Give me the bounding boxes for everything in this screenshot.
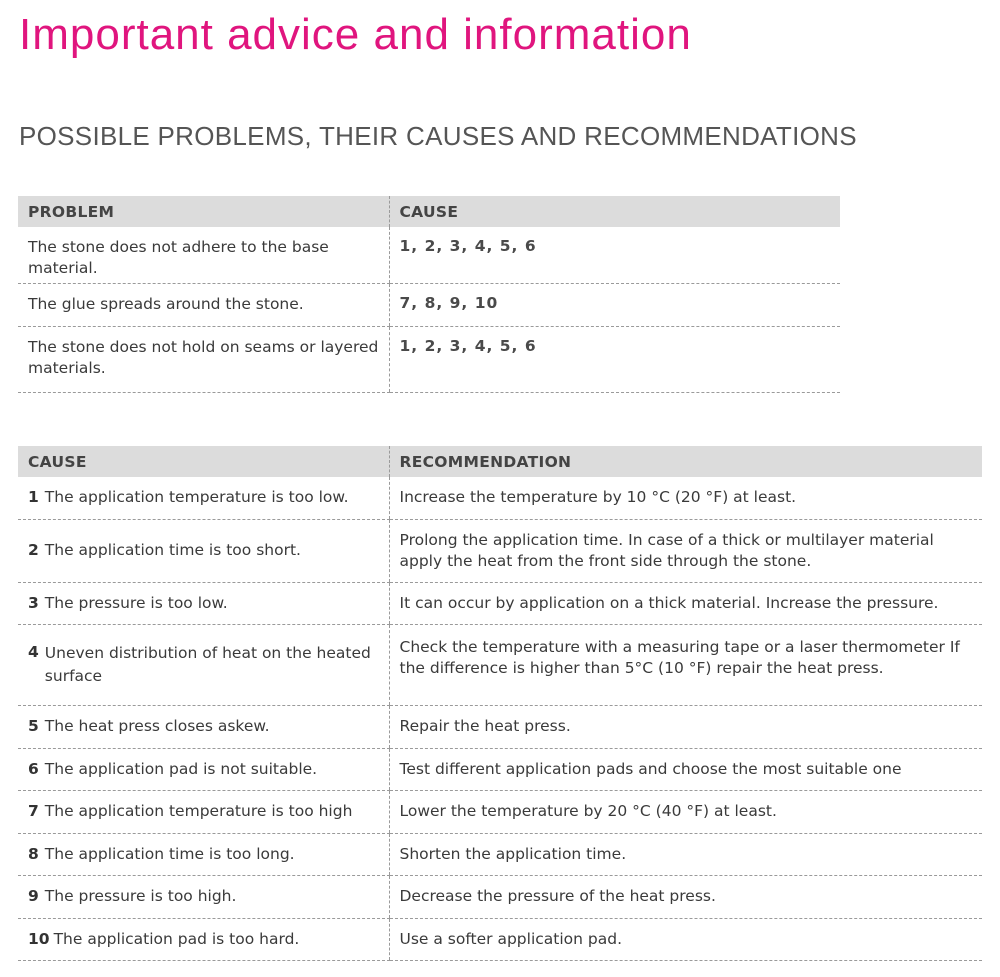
cause-cell <box>18 624 389 705</box>
header-cause: CAUSE <box>18 446 389 477</box>
cause-cell <box>18 477 389 519</box>
table-row <box>18 227 840 283</box>
causes-table-header <box>18 446 982 477</box>
recommendation-cell: Use a softer application pad. <box>389 918 982 960</box>
cause-number: 7 <box>28 802 39 820</box>
cause-number: 5 <box>28 717 39 735</box>
recommendation-cell <box>389 624 982 705</box>
recommendation-text: Check the temperature with a measuring tape or a laser thermometer If the difference is higher than 5°C (10 °F) repair the heat press. <box>399 637 960 677</box>
cause-cell <box>18 833 389 875</box>
cause-cell <box>18 748 389 790</box>
cause-text: The application temperature is too low. <box>44 488 349 507</box>
cause-number: 4 <box>28 642 39 661</box>
cause-text: The pressure is too high. <box>44 887 237 905</box>
cause-cell <box>18 875 389 918</box>
table-row <box>18 875 982 918</box>
page-title: Important advice and information <box>19 10 692 59</box>
header-cause: CAUSE <box>389 196 840 227</box>
cause-number: 10 <box>28 929 50 948</box>
header-recommendation: RECOMMENDATION <box>389 446 982 477</box>
header-problem: PROBLEM <box>18 196 389 227</box>
table-row <box>18 624 982 705</box>
recommendation-cell: Prolong the application time. In case of a thick or multilayer material apply the heat from the front side through the stone. <box>389 519 982 582</box>
cause-text: The application pad is too hard. <box>53 929 300 948</box>
problem-cell: The stone does not hold on seams or layered materials. <box>18 326 389 392</box>
table-row <box>18 918 982 960</box>
recommendation-cell: It can occur by application on a thick material. Increase the pressure. <box>389 582 982 624</box>
cause-text: The heat press closes askew. <box>44 717 270 735</box>
causes-table <box>18 446 982 961</box>
table-row <box>18 477 982 519</box>
recommendation-cell: Lower the temperature by 20 °C (40 °F) at least. <box>389 790 982 833</box>
table-row <box>18 519 982 582</box>
table-row <box>18 283 840 326</box>
table-row <box>18 833 982 875</box>
table-row <box>18 326 840 392</box>
cause-cell <box>18 582 389 624</box>
cause-number: 9 <box>28 887 39 905</box>
recommendation-cell: Test different application pads and choose the most suitable one <box>389 748 982 790</box>
cause-number: 8 <box>28 844 39 863</box>
cause-text: Uneven distribution of heat on the heated surface <box>44 643 371 685</box>
table-row <box>18 748 982 790</box>
table-row <box>18 705 982 748</box>
section-subtitle: POSSIBLE PROBLEMS, THEIR CAUSES AND RECOMMENDATIONS <box>19 121 857 151</box>
recommendation-cell: Increase the temperature by 10 °C (20 °F) at least. <box>389 477 982 519</box>
cause-text: The application pad is not suitable. <box>44 759 318 778</box>
table-row <box>18 582 982 624</box>
recommendation-cell: Repair the heat press. <box>389 705 982 748</box>
recommendation-cell: Shorten the application time. <box>389 833 982 875</box>
recommendation-cell: Decrease the pressure of the heat press. <box>389 875 982 918</box>
cause-text: The application time is too long. <box>44 844 295 863</box>
cause-cell <box>18 519 389 582</box>
table-row <box>18 790 982 833</box>
cause-cell <box>18 705 389 748</box>
cause-text: The application time is too short. <box>44 541 301 559</box>
problem-cell: The stone does not adhere to the base material. <box>18 227 389 283</box>
cause-number: 2 <box>28 541 39 559</box>
problems-table-header <box>18 196 840 227</box>
cause-number: 3 <box>28 593 39 612</box>
cause-cell: 1, 2, 3, 4, 5, 6 <box>389 227 840 283</box>
cause-cell <box>18 918 389 960</box>
cause-number: 6 <box>28 759 39 778</box>
problems-table <box>18 196 840 393</box>
cause-text: The pressure is too low. <box>44 593 228 612</box>
cause-cell: 7, 8, 9, 10 <box>389 283 840 326</box>
cause-cell <box>18 790 389 833</box>
cause-text: The application temperature is too high <box>44 802 353 820</box>
problem-cell: The glue spreads around the stone. <box>18 283 389 326</box>
cause-cell: 1, 2, 3, 4, 5, 6 <box>389 326 840 392</box>
cause-number: 1 <box>28 488 39 507</box>
